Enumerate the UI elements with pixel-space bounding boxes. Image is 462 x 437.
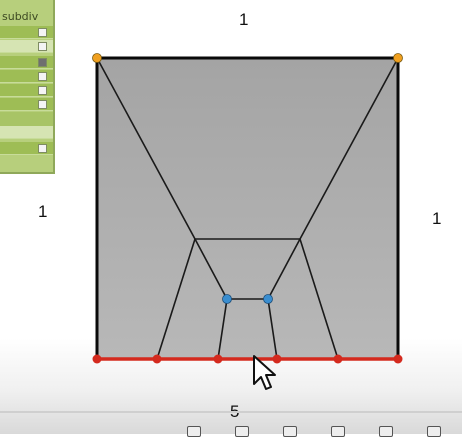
panel-title: subdiv: [2, 10, 39, 23]
inner-point: [223, 295, 232, 304]
toolbar-icon[interactable]: [427, 426, 441, 437]
toolbar-icon[interactable]: [379, 426, 393, 437]
bottom-point: [334, 355, 343, 364]
left-edge-count: 1: [38, 202, 48, 221]
toolbar-icon[interactable]: [331, 426, 345, 437]
toolbar-icon[interactable]: [187, 426, 201, 437]
corner-point: [93, 54, 102, 63]
bottom-point: [153, 355, 162, 364]
right-edge-count: 1: [432, 209, 442, 228]
corner-point: [394, 54, 403, 63]
bottom-point: [394, 355, 403, 364]
toolbar-icon[interactable]: [283, 426, 297, 437]
bottom-toolbar: [185, 424, 462, 434]
quad-face: [97, 58, 398, 359]
bottom-point: [93, 355, 102, 364]
bottom-point: [214, 355, 223, 364]
scrollbar[interactable]: [0, 411, 462, 413]
arrow-pointer-icon: [252, 354, 278, 394]
inner-point: [264, 295, 273, 304]
top-edge-count: 1: [239, 10, 249, 29]
toolbar-icon[interactable]: [235, 426, 249, 437]
